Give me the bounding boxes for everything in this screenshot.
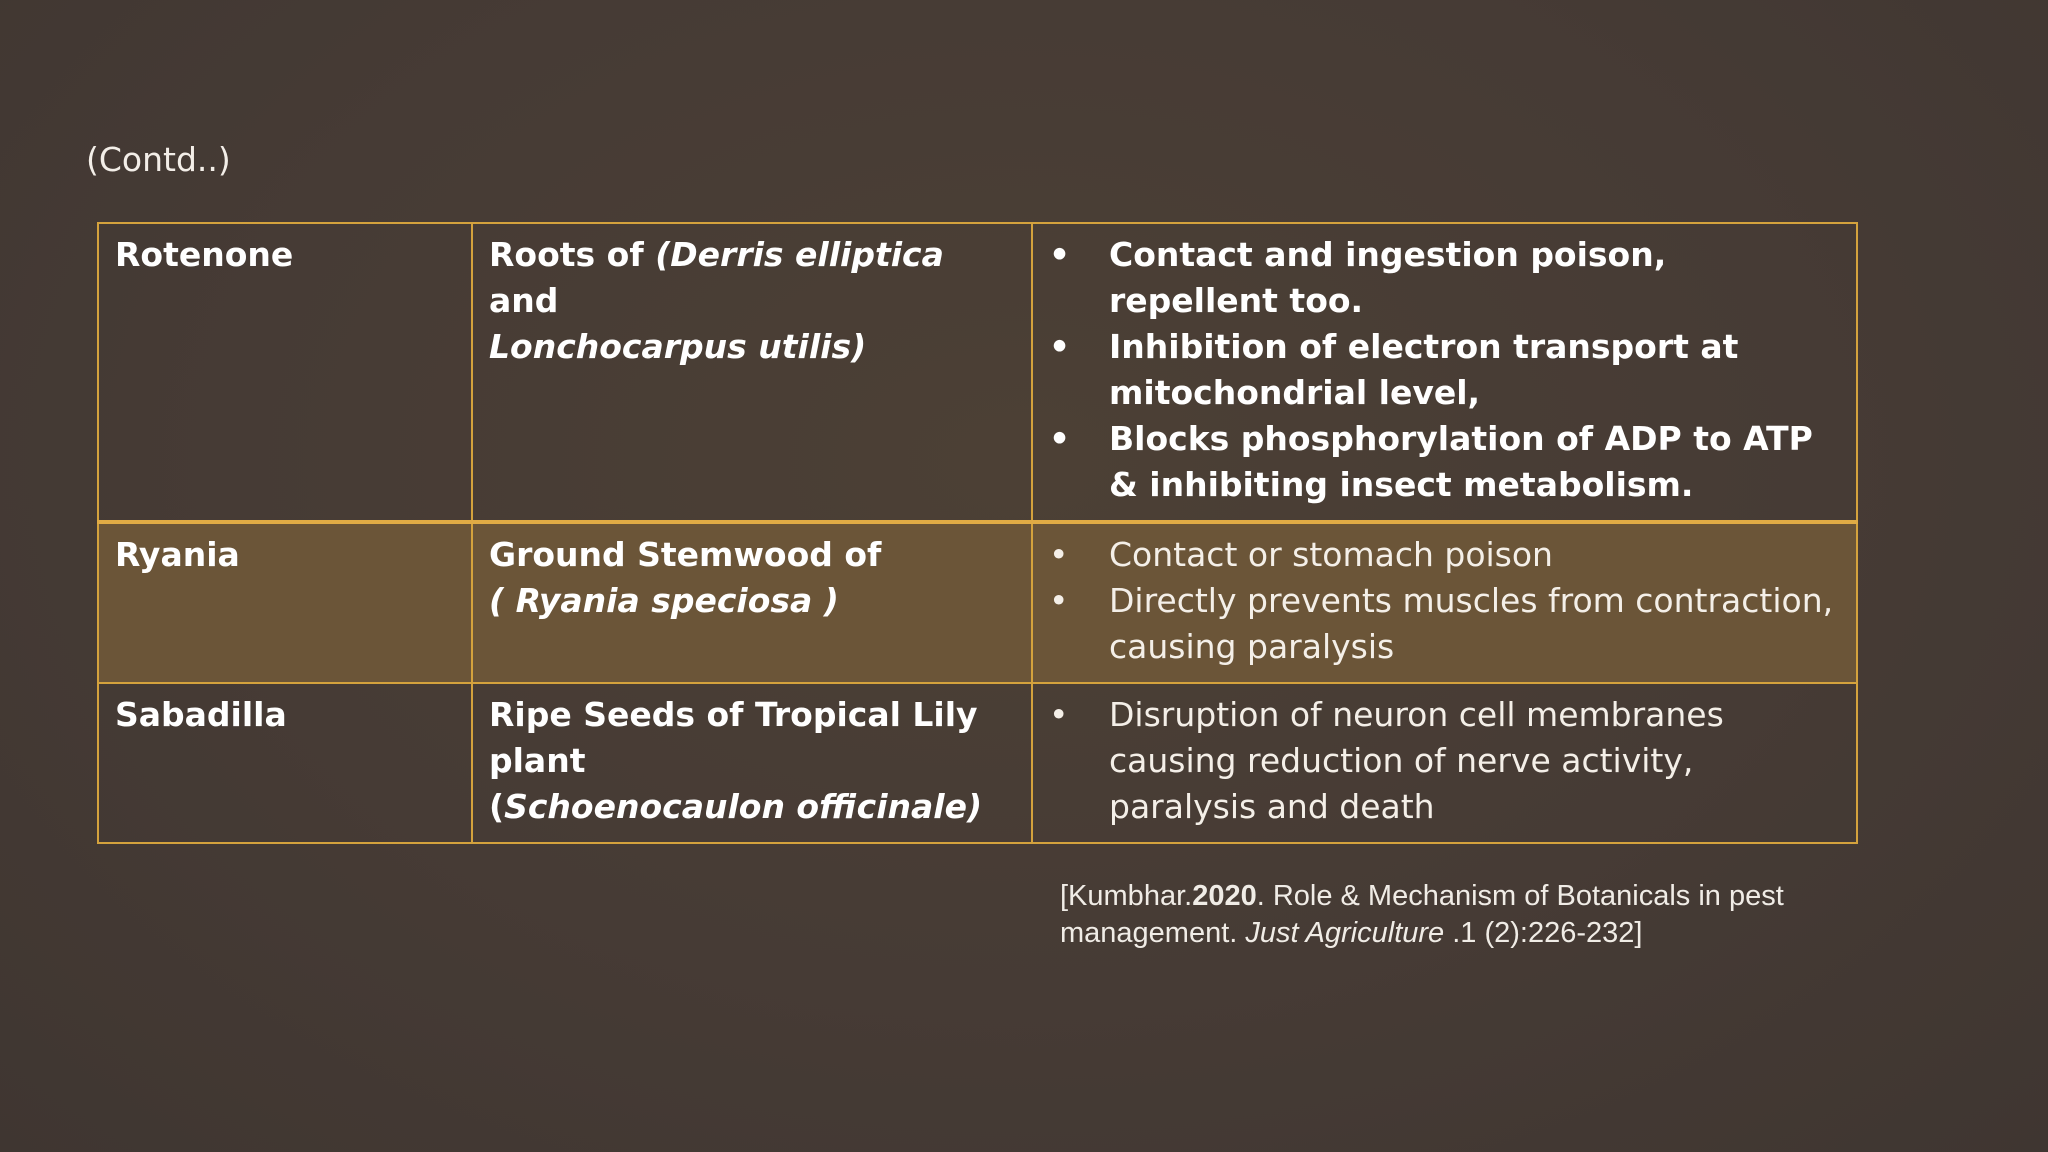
list-item: • Directly prevents muscles from contraction, causing paralysis <box>1049 578 1842 670</box>
botanical-name: Ryania <box>115 535 240 574</box>
source-cell <box>472 223 1032 522</box>
mode-of-action-list <box>1049 692 1842 830</box>
citation-author: [Kumbhar. <box>1060 880 1193 912</box>
source-species: (Derris elliptica <box>655 235 944 274</box>
citation-title: . Role & Mechanism of Botanicals in pest management. <box>1060 880 1784 949</box>
list-item: • Contact and ingestion poison, repellent too. <box>1049 232 1842 324</box>
source-text: ( <box>489 787 505 826</box>
source-species: Lonchocarpus utilis) <box>489 327 867 366</box>
mode-of-action-cell <box>1032 683 1857 843</box>
citation-journal: Just Agriculture <box>1245 917 1453 949</box>
slide-subtitle: (Contd..) <box>86 140 231 179</box>
botanical-name-cell <box>98 683 472 843</box>
citation <box>1060 878 1860 952</box>
source-text: and <box>489 281 559 320</box>
botanical-name-cell <box>98 223 472 522</box>
botanicals-table <box>97 222 1858 844</box>
botanical-name: Sabadilla <box>115 695 287 734</box>
source-cell <box>472 522 1032 683</box>
mode-of-action-cell <box>1032 522 1857 683</box>
mode-of-action-cell <box>1032 223 1857 522</box>
list-item: • Disruption of neuron cell membranes causing reduction of nerve activity, paralysis and death <box>1049 692 1842 830</box>
citation-year: 2020 <box>1192 880 1257 912</box>
list-item: • Inhibition of electron transport at mitochondrial level, <box>1049 324 1842 416</box>
botanical-name: Rotenone <box>115 235 294 274</box>
citation-issue: .1 (2):226-232] <box>1452 917 1643 949</box>
source-text: Ground Stemwood of <box>489 535 882 574</box>
source-species: ( Ryania speciosa ) <box>489 581 839 620</box>
mode-of-action-list <box>1049 532 1842 670</box>
table-row <box>98 522 1857 683</box>
source-species: Schoenocaulon officinale) <box>504 787 983 826</box>
list-item: • Blocks phosphorylation of ADP to ATP & inhibiting insect metabolism. <box>1049 416 1842 508</box>
mode-of-action-list <box>1049 232 1842 508</box>
table-row <box>98 223 1857 522</box>
source-text: Ripe Seeds of Tropical Lily plant <box>489 695 978 780</box>
source-cell <box>472 683 1032 843</box>
source-text: Roots of <box>489 235 656 274</box>
list-item: • Contact or stomach poison <box>1049 532 1842 578</box>
table-row <box>98 683 1857 843</box>
botanical-name-cell <box>98 522 472 683</box>
